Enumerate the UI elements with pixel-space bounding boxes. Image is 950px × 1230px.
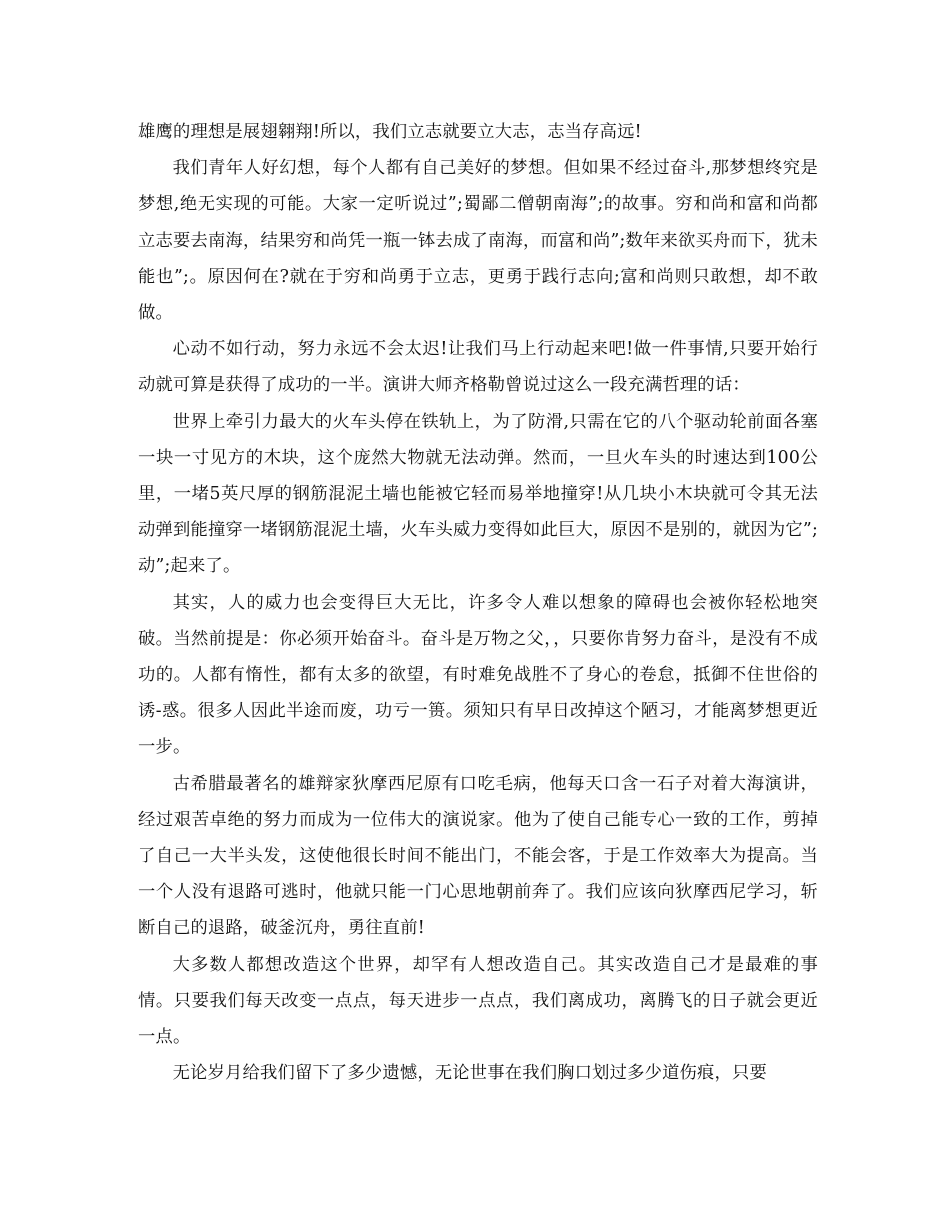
paragraph-5: 其实，人的威力也会变得巨大无比，许多令人难以想象的障碍也会被你轻松地突破。当然前提是：你必须开始奋斗。奋斗是万物之父，，只要你肯努力奋斗，是没有不成功的。人都有惰性，都有太多的欲望，有时难免战胜不了身心的卷怠，抵御不住世俗的诱-惑。很多人因此半途而废，功亏一篑。须知只有早日改掉这个陋习，才能离梦想更近一步。 [138,592,818,758]
paragraph-6: 古希腊最著名的雄辩家狄摩西尼原有口吃毛病，他每天口含一石子对着大海演讲，经过艰苦卓绝的努力而成为一位伟大的演说家。他为了使自己能专心一致的工作，剪掉了自己一大半头发，这使他很长时间不能出门，不能会客，于是工作效率大为提高。当一个人没有退路可逃时，他就只能一门心思地朝前奔了。我们应该向狄摩西尼学习，斩断自己的退路，破釜沉舟，勇往直前! [138,773,818,939]
paragraph-4: 世界上牵引力最大的火车头停在铁轨上，为了防滑,只需在它的八个驱动轮前面各塞一块一寸见方的木块，这个庞然大物就无法动弹。然而，一旦火车头的时速达到100公里，一堵5英尺厚的钢筋混泥土墙也能被它轻而易举地撞穿!从几块小木块就可令其无法动弹到能撞穿一堵钢筋混泥土墙，火车头威力变得如此巨大，原因不是别的，就因为它”;动”;起来了。 [138,411,818,577]
paragraph-2: 我们青年人好幻想，每个人都有自己美好的梦想。但如果不经过奋斗,那梦想终究是梦想,绝无实现的可能。大家一定听说过”;蜀鄙二僧朝南海”;的故事。穷和尚和富和尚都立志要去南海，结果穷和尚凭一瓶一钵去成了南海，而富和尚”;数年来欲买舟而下，犹未能也”;。原因何在?就在于穷和尚勇于立志，更勇于践行志向;富和尚则只敢想，却不敢做。 [138,158,818,324]
document-body [138,114,818,1091]
paragraph-8: 无论岁月给我们留下了多少遗憾，无论世事在我们胸口划过多少道伤痕，只要 [172,1063,767,1084]
paragraph-1: 雄鹰的理想是展翅翱翔!所以，我们立志就要立大志，志当存高远! [138,122,642,142]
paragraph-3: 心动不如行动，努力永远不会太迟!让我们马上行动起来吧!做一件事情,只要开始行动就可算是获得了成功的一半。演讲大师齐格勒曾说过这么一段充满哲理的话： [138,339,818,396]
paragraph-7: 大多数人都想改造这个世界，却罕有人想改造自己。其实改造自己才是最难的事情。只要我们每天改变一点点，每天进步一点点，我们离成功，离腾飞的日子就会更近一点。 [138,954,818,1048]
